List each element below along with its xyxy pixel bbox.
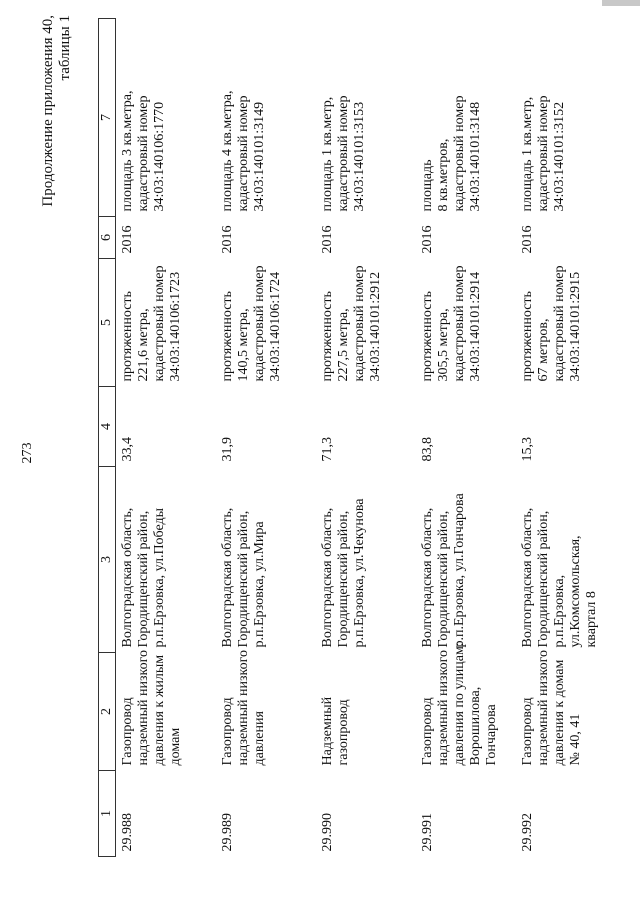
property-table xyxy=(98,18,616,857)
row-number: 29.989 xyxy=(220,813,235,852)
object-address: Волгоградская область, Городищенский район, р.п.Ерзовка, ул.Комсомольская, квартал 8 xyxy=(520,507,599,648)
column-header: 4 xyxy=(99,387,116,467)
column-header: 3 xyxy=(99,467,116,653)
land-notes: площадь 1 кв.метр, кадастровый номер 34:03:140101:3153 xyxy=(320,95,367,212)
row-number: 29.991 xyxy=(420,813,435,852)
row-number: 29.988 xyxy=(120,813,135,852)
table-row xyxy=(216,19,316,857)
object-year: 2016 xyxy=(320,225,335,254)
appendix-heading-line: таблицы 1 xyxy=(57,15,73,81)
column-header: 6 xyxy=(99,217,116,259)
table-row xyxy=(516,19,616,857)
object-year: 2016 xyxy=(520,225,535,254)
object-name: Газопровод надземный низкого давления к домам № 40, 41 xyxy=(520,650,583,766)
object-details: протяженность 140,5 метра, кадастровый номер 34:03:140106:1724 xyxy=(220,265,283,382)
table-row xyxy=(416,19,516,857)
object-name: Газопровод надземный низкого давления по улицам: Ворошилова, Гончарова xyxy=(420,642,499,766)
object-address: Волгоградская область, Городищенский район, р.п.Ерзовка, ул.Гончарова xyxy=(420,493,467,648)
object-name: Газопровод надземный низкого давления к жилым домам xyxy=(120,650,183,766)
object-details: протяженность 67 метров, кадастровый номер 34:03:140101:2915 xyxy=(520,265,583,382)
column-header: 5 xyxy=(99,259,116,387)
land-notes: площадь 3 кв.метра, кадастровый номер 34:03:140106:1770 xyxy=(120,90,167,212)
appendix-heading-line: Продолжение приложения 40, xyxy=(40,15,56,207)
object-details: протяженность 227,5 метра, кадастровый номер 34:03:140101:2912 xyxy=(320,265,383,382)
appendix-heading xyxy=(40,15,74,215)
land-notes: площадь 1 кв.метр, кадастровый номер 34:03:140101:3152 xyxy=(520,95,567,212)
land-notes: площадь 4 кв.метра, кадастровый номер 34:03:140101:3149 xyxy=(220,90,267,212)
row-number: 29.992 xyxy=(520,813,535,852)
table-row xyxy=(316,19,416,857)
table-header-row xyxy=(99,19,116,857)
object-address: Волгоградская область, Городищенский район, р.п.Ерзовка, ул.Мира xyxy=(220,507,267,648)
land-notes: площадь 8 кв.метров, кадастровый номер 34:03:140101:3148 xyxy=(420,95,483,212)
object-value: 33,4 xyxy=(120,437,135,462)
object-value: 31,9 xyxy=(220,437,235,462)
object-year: 2016 xyxy=(120,225,135,254)
object-year: 2016 xyxy=(220,225,235,254)
column-header: 7 xyxy=(99,19,116,217)
page-number: 273 xyxy=(20,442,35,464)
object-name: Газопровод надземный низкого давления xyxy=(220,650,267,766)
object-value: 15,3 xyxy=(520,437,535,462)
object-address: Волгоградская область, Городищенский район, р.п.Ерзовка, ул.Победы xyxy=(120,507,167,648)
column-header: 1 xyxy=(99,771,116,857)
row-number: 29.990 xyxy=(320,813,335,852)
object-details: протяженность 305,5 метра, кадастровый номер 34:03:140101:2914 xyxy=(420,265,483,382)
object-value: 83,8 xyxy=(420,437,435,462)
object-name: Надземный газопровод xyxy=(320,696,351,766)
table-row xyxy=(116,19,217,857)
object-address: Волгоградская область, Городищенский район, р.п.Ерзовка, ул.Чекунова xyxy=(320,498,367,648)
object-details: протяженность 221,6 метра, кадастровый номер 34:03:140106:1723 xyxy=(120,265,183,382)
object-value: 71,3 xyxy=(320,437,335,462)
column-header: 2 xyxy=(99,653,116,771)
object-year: 2016 xyxy=(420,225,435,254)
